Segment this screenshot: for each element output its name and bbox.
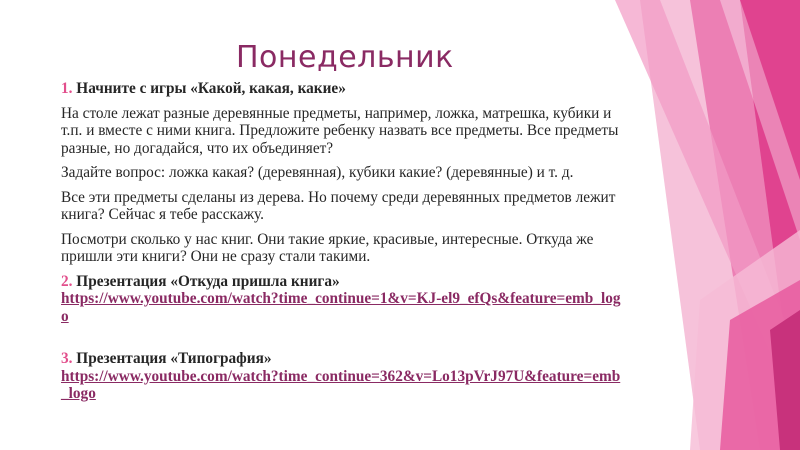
- item-2-number: 2.: [61, 272, 73, 290]
- item-2: [61, 273, 621, 326]
- paragraph-2: Задайте вопрос: ложка какая? (деревянная), кубики какие? (деревянные) и т. д.: [61, 164, 574, 181]
- item-3-link[interactable]: https://www.youtube.com/watch?time_continue=362&v=Lo13pVrJ97U&feature=emb_logo: [61, 367, 621, 402]
- item-1: [61, 80, 621, 98]
- item-3-number: 3.: [61, 350, 73, 367]
- item-2-heading: Презентация «Откуда пришла книга»: [72, 272, 340, 290]
- slide-body: [61, 80, 621, 410]
- paragraph-4: Посмотри сколько у нас книг. Они такие яркие, красивые, интересные. Откуда же пришли эти книги? Они не сразу стали такими.: [61, 230, 594, 265]
- item-2-link[interactable]: https://www.youtube.com/watch?time_continue=1&v=KJ-el9_efQs&feature=emb_logo: [61, 290, 621, 325]
- item-1-heading: Начните с игры «Какой, какая, какие»: [72, 80, 346, 97]
- item-3: [61, 350, 621, 403]
- slide-title: Понедельник: [236, 40, 454, 75]
- spacer: [61, 332, 621, 350]
- item-3-heading: Презентация «Типография»: [72, 350, 272, 367]
- item-1-number: 1.: [61, 80, 73, 97]
- paragraph-3: Все эти предметы сделаны из дерева. Но почему среди деревянных предметов лежит книга? Сейчас я тебе расскажу.: [61, 188, 616, 223]
- paragraph-1: На столе лежат разные деревянные предметы, например, ложка, матрешка, кубики и т.п. и вместе с ними книга. Предложите ребенку назвать все предметы. Все предметы разные, но догадайся, что их объединяет?: [61, 104, 619, 157]
